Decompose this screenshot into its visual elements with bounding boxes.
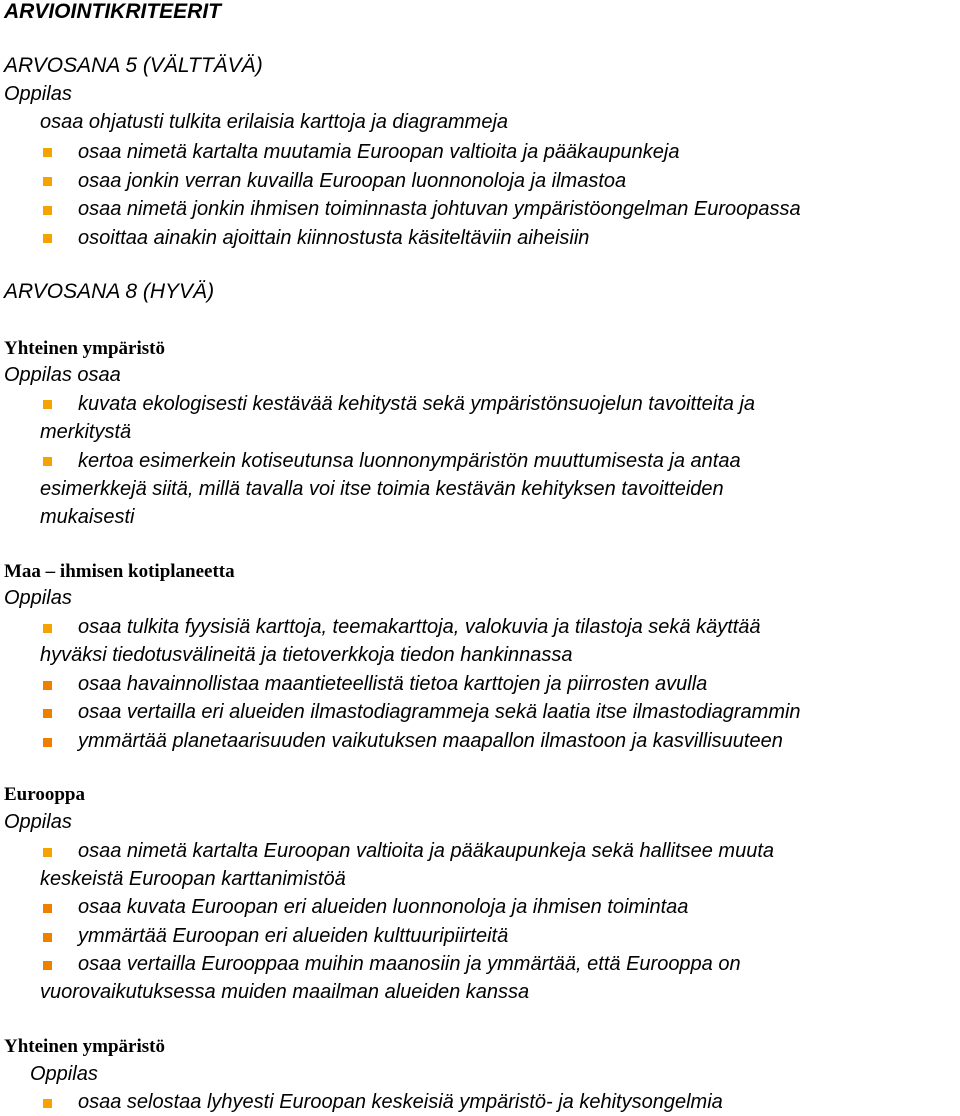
grade5-bullet-1: osaa nimetä kartalta muutamia Euroopan valtioita ja pääkaupunkeja [78, 141, 680, 163]
section1-item-2-line1: kertoa esimerkein kotiseutunsa luonnonympäristön muuttumisesta ja antaa [78, 450, 741, 472]
section3-item-1-line2: keskeistä Euroopan karttanimistöä [40, 868, 346, 890]
section1-item-1-line1: kuvata ekologisesti kestävää kehitystä sekä ympäristönsuojelun tavoitteita ja [78, 393, 756, 415]
bullet-icon [43, 1099, 52, 1108]
grade5-bullet-2: osaa jonkin verran kuvailla Euroopan luonnonoloja ja ilmastoa [78, 170, 627, 192]
document-title: ARVIOINTIKRITEERIT [4, 0, 222, 23]
bullet-icon [43, 738, 52, 747]
bullet-icon [43, 848, 52, 857]
grade5-bullet-3: osaa nimetä jonkin ihmisen toiminnasta johtuvan ympäristöongelman Euroopassa [78, 198, 801, 220]
bullet-icon [43, 709, 52, 718]
bullet-icon [43, 904, 52, 913]
bullet-icon [43, 148, 52, 157]
bullet-icon [43, 961, 52, 970]
section1-item-2-line3: mukaisesti [40, 506, 135, 528]
section2-item-2-line1: osaa havainnollistaa maantieteellistä tietoa karttojen ja piirrosten avulla [78, 673, 708, 695]
grade8-heading: ARVOSANA 8 (HYVÄ) [4, 280, 215, 303]
section3-item-3-line1: ymmärtää Euroopan eri alueiden kulttuuripiirteitä [78, 925, 509, 947]
section4-item-1-line1: osaa selostaa lyhyesti Euroopan keskeisiä ympäristö- ja kehitysongelmia [78, 1091, 723, 1113]
section2-subject: Oppilas [4, 587, 72, 609]
section1-item-1-line2: merkitystä [40, 421, 132, 443]
bullet-icon [43, 681, 52, 690]
section2-item-4-line1: ymmärtää planetaarisuuden vaikutuksen maapallon ilmastoon ja kasvillisuuteen [78, 730, 783, 752]
section3-item-4-line1: osaa vertailla Eurooppaa muihin maanosiin ja ymmärtää, että Eurooppa on [78, 953, 741, 975]
section1-heading: Yhteinen ympäristö [4, 338, 165, 359]
grade5-intro: osaa ohjatusti tulkita erilaisia karttoja ja diagrammeja [40, 111, 509, 133]
section3-subject: Oppilas [4, 811, 72, 833]
section3-item-4-line2: vuorovaikutuksessa muiden maailman alueiden kanssa [40, 981, 530, 1003]
grade5-heading: ARVOSANA 5 (VÄLTTÄVÄ) [4, 54, 263, 77]
section4-heading: Yhteinen ympäristö [4, 1036, 165, 1057]
bullet-icon [43, 933, 52, 942]
grade5-subject: Oppilas [4, 83, 72, 105]
section2-item-1-line1: osaa tulkita fyysisiä karttoja, teemakarttoja, valokuvia ja tilastoja sekä käyttää [78, 616, 761, 638]
bullet-icon [43, 457, 52, 466]
section1-item-2-line2: esimerkkejä siitä, millä tavalla voi itse toimia kestävän kehityksen tavoitteiden [40, 478, 724, 500]
bullet-icon [43, 206, 52, 215]
bullet-icon [43, 177, 52, 186]
section1-subject: Oppilas osaa [4, 364, 121, 386]
bullet-icon [43, 234, 52, 243]
grade5-bullet-4: osoittaa ainakin ajoittain kiinnostusta käsiteltäviin aiheisiin [78, 227, 590, 249]
bullet-icon [43, 400, 52, 409]
section2-item-3-line1: osaa vertailla eri alueiden ilmastodiagrammeja sekä laatia itse ilmastodiagrammin [78, 701, 801, 723]
section3-heading: Eurooppa [4, 784, 85, 805]
bullet-icon [43, 624, 52, 633]
section3-item-2-line1: osaa kuvata Euroopan eri alueiden luonnonoloja ja ihmisen toimintaa [78, 896, 689, 918]
section2-heading: Maa – ihmisen kotiplaneetta [4, 561, 235, 582]
section2-item-1-line2: hyväksi tiedotusvälineitä ja tietoverkkoja tiedon hankinnassa [40, 644, 573, 666]
section3-item-1-line1: osaa nimetä kartalta Euroopan valtioita ja pääkaupunkeja sekä hallitsee muuta [78, 840, 774, 862]
section4-subject: Oppilas [30, 1063, 98, 1085]
